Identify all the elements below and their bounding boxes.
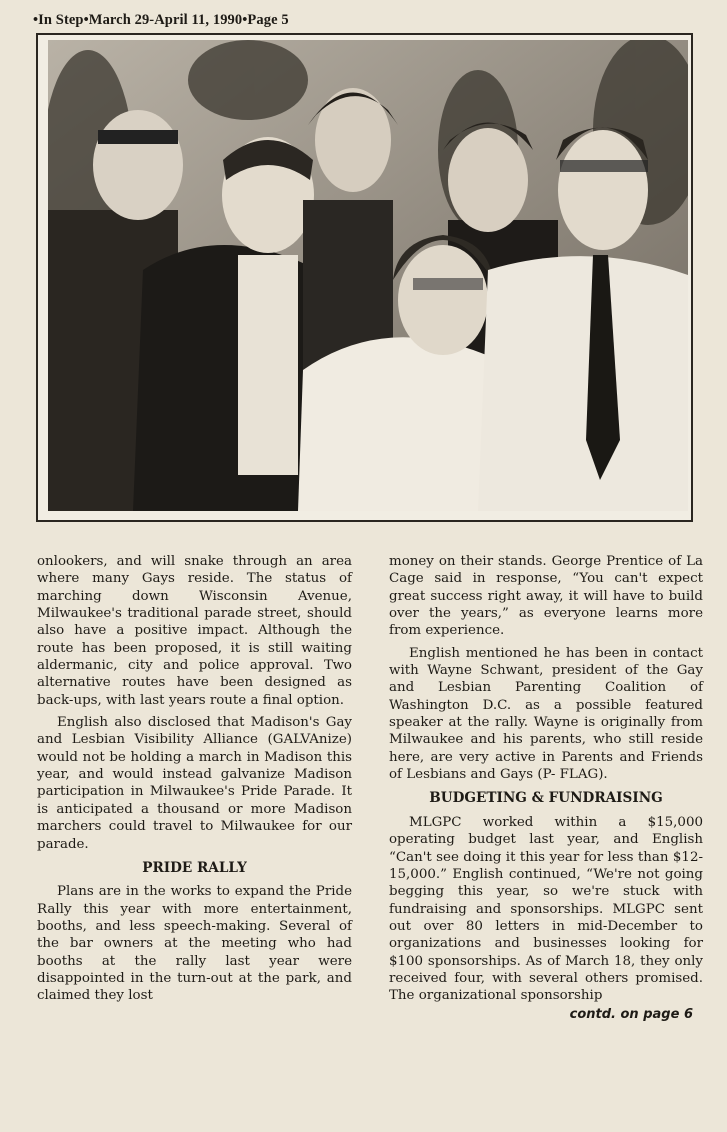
paragraph: onlookers, and will snake through an area where many Gays reside. The status of marching down Wisconsin Avenue, Milwaukee's traditional parade street, should also have a positive impact. Although the route has been proposed, it is still waiting aldermanic, city and police approval. Two alternative routes have been designed as back-ups, with last years route a final option. xyxy=(37,554,352,708)
paragraph: MLGPC worked within a $15,000 operating budget last year, and English “Can't see doing it this year for less than $12-15,000.” English continued, “We're not going begging this year, so we're stuck with fundraising and sponsorships. MLGPC sent out over 80 letters in mid-December to organizations and businesses looking for $100 sponsorships. As of March 18, they only received four, with several others promised. The organizational sponsorship xyxy=(389,814,703,1004)
paragraph: money on their stands. George Prentice of La Cage said in response, “You can't expect great success right away, it will have to build over the years,” as everyone learns more from experience. xyxy=(389,554,703,639)
section-heading: BUDGETING & FUNDRAISING xyxy=(429,790,663,807)
paragraph: Plans are in the works to expand the Pride Rally this year with more entertainment, booths, and less speech-making. Several of the bar owners at the meeting who had booths at the rally last year were disappointed in the turn-out at the park, and claimed they lost xyxy=(37,884,352,1004)
paragraph: English mentioned he has been in contact with Wayne Schwant, president of the Gay and Lesbian Parenting Coalition of Washington D.C. as a possible featured speaker at the rally. Wayne is originally from Milwaukee and his parents, who still reside here, are very active in Parents and Friends of Lesbians and Gays (P- FLAG). xyxy=(389,645,703,783)
right-column xyxy=(389,553,703,1023)
paragraph: English also disclosed that Madison's Gay and Lesbian Visibility Alliance (GALVAnize) would not be holding a march in Madison this year, and would instead galvanize Madison participation in Milwaukee's Pride Parade. It is anticipated a thousand or more Madison marchers could travel to Milwaukee for our parade. xyxy=(37,715,352,852)
page-header: •In Step•March 29-April 11, 1990•Page 5 xyxy=(33,12,289,28)
continued-note: contd. on page 6 xyxy=(569,1006,693,1022)
left-column xyxy=(37,553,352,1005)
section-heading: PRIDE RALLY xyxy=(142,859,247,876)
group-photo xyxy=(48,40,688,511)
